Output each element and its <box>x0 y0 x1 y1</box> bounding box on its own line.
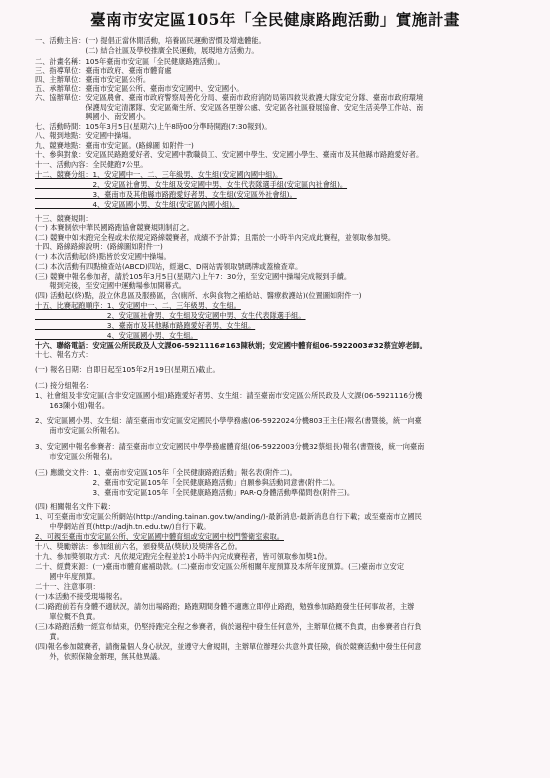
document-line: 中學網站首頁(http://adjh.tn.edu.tw/)自行下載。 <box>35 522 211 531</box>
document-line: 保護局安定清潔隊、安定區衛生所、安定區各里辦公處、安定區各社區發展協會、安定生活美學工作站、南 <box>35 103 424 112</box>
document-line: 十六、聯絡電話：安定區公所民政及人文課06-5921116#163陳秋娟；安定國中體育組06-5922003#32蔡宜婷老師。 <box>35 341 427 350</box>
document-line: 3、臺南市及其他縣市路跑愛好者男、女生組。 <box>35 321 256 330</box>
document-line: 163陳小姐)報名。 <box>35 401 110 410</box>
document-line: (二) 結合社區及學校推廣全民運動，展現地方活動力。 <box>35 46 259 55</box>
document-line: 十、參與對象：安定區民路跑愛好者、安定國中教職員工、安定國中學生、安定國小學生、臺南市及其他縣市路跑愛好者。 <box>35 150 424 159</box>
document-line: 2、安定區國小男、女生組：請至臺南市安定區安定國民小學學務處(06-5922024分機803王主任)報名(書暨後，統一向臺 <box>35 416 422 425</box>
document-line: (二) 本次活動有四點檢查站(ABCD)四站，經過C、D兩站需領取號碼牌或蓋檢查章。 <box>35 262 303 271</box>
document-line: 八、報到地點：安定國中操場。 <box>35 131 136 140</box>
document-line: 市安定區公所報名)。 <box>35 452 117 461</box>
document-line: 三、指導單位：臺南市政府、臺南市體育處 <box>35 66 172 75</box>
document-line: 十五、比賽起跑順序：1、安定國中一、二、三年級男、女生組。 <box>35 301 241 310</box>
document-line: 十三、競賽規則： <box>35 214 93 223</box>
document-line: 南市安定區公所報名)。 <box>35 426 125 435</box>
document-line: 責。 <box>35 632 64 641</box>
document-line: 2、臺南市安定區105年「全民健康路跑活動」自願參與活動同意書(附件二)。 <box>35 478 340 487</box>
document-line: 國中年度預算。 <box>35 572 100 581</box>
document-line: (一) 本次活動起(終)點皆於安定國中操場。 <box>35 252 171 261</box>
document-line: 十二、競賽分組：1、安定國中一、二、三年級男、女生組(安定國內國中組)。 <box>35 170 283 179</box>
document-line: (一) 報名日期：自即日起至105年2月19日(星期五)截止。 <box>35 365 220 374</box>
document-line: (一) 本賽制依中華民國路跑協會競賽規則制訂之。 <box>35 223 194 232</box>
document-line: (四) 相關報名文件下載： <box>35 502 115 511</box>
document-line: 七、活動時間：105年3月5日(星期六)上午8時00分準時開跑(7:30報到)。 <box>35 122 272 131</box>
document-line: 1、社會組及非安定區(含非安定區國小組)路跑愛好者男、女生組：請至臺南市安定區公所民政及人文課(06-5921116分機 <box>35 391 423 400</box>
document-line: (一)本活動不接受現場報名。 <box>35 592 127 601</box>
document-line: 二十一、注意事項： <box>35 582 100 591</box>
document-line: 六、協辦單位：安定區農會、臺南市政府警察局善化分局、臺南市政府消防局第四救災救護大隊安定分隊、臺南市政府環境 <box>35 93 424 102</box>
document-line: 十一、活動內容：全民健跑7公里。 <box>35 160 148 169</box>
document-line: 報到完後，至安定國中運動場參加開幕式。 <box>35 281 186 290</box>
document-line: (二) 競賽中如未跑完全程或未依規定路線競賽者，成績不予計算；且需於一小時半內完成此賽程，並領取參加獎。 <box>35 233 396 242</box>
document-line: 一、活動主旨：(一) 提倡正當休閒活動，培養區民運動習慣及增進體能。 <box>35 36 266 45</box>
document-line: 4、安定區國小男、女生組。 <box>35 331 198 340</box>
document-line: (三)本路跑活動一經宣布結束，仍堅持跑完全程之參賽者，倘於過程中發生任何意外，主辦單位概不負責，由參賽者自行負 <box>35 622 422 631</box>
document-title: 臺南市安定區105年「全民健康路跑活動」實施計畫 <box>90 10 460 29</box>
document-line: 3、安定國中報名參賽者：請至臺南市立安定國民中學學務處體育組(06-5922003分機32蔡組長)報名(書暨後，統一向臺南 <box>35 442 425 451</box>
document-line: (四) 活動起(終)點，設立休息區及服務區，含(廁所、水與食物之補給站、醫療救護站)(位置圖如附件一) <box>35 291 362 300</box>
document-line: 十四、路線路線說明：(路線圖如附件一) <box>35 242 163 251</box>
document-line: 九、競賽地點：臺南市安定區。(路線圖 如附件一) <box>35 141 194 150</box>
document-line: 2、安定區社會男、女生組及安定國中男、女生代表隊選手組。 <box>35 311 306 320</box>
document-line: 3、臺南市及其他縣市路跑愛好者男、女生組(安定區外社會組)。 <box>35 190 297 199</box>
document-line: 二、計畫名稱：105年臺南市安定區「全民健康路跑活動」。 <box>35 57 225 66</box>
document-line: (二)路跑前若有身體不適狀況，請勿出場路跑；路跑期間身體不適應立即停止路跑，勉強參加路跑發生任何事故者，主辦 <box>35 602 415 611</box>
document-line: 1、可至臺南市安定區公所網站(http://anding.tainan.gov.tw/anding/)-最新消息-最新消息自行下載；或至臺南市立國民 <box>35 512 422 521</box>
document-line: 4、安定區國小男、女生組(安定區內國小組)。 <box>35 200 240 209</box>
document-line: 二十、經費來源：(一)臺南市體育處補助款。(二)臺南市安定區公所相關年度預算及本所年度預算。(三)臺南市立安定 <box>35 562 405 571</box>
document-line: 十八、獎勵辦法：參加組前六名，頒發獎品(獎狀)及獎牌各乙份。 <box>35 542 242 551</box>
document-line: (三) 競賽中報名參加者，請於105年3月5日(星期六)上午7：30分，至安定國中操場完成報到手續。 <box>35 272 352 281</box>
document-line: 2、可親至臺南市安定區公所、安定區國中體育組或安定國中校門警衛室索取。 <box>35 532 284 541</box>
document-line: 十九、參加獎領取方式：凡依規定跑完全程並於1小時半內完成賽程者，皆可領取參加獎1份。 <box>35 552 332 561</box>
document-line: 外，依照保險金辦理，無其他異議。 <box>35 652 165 661</box>
document-line: 單位概不負責。 <box>35 612 100 621</box>
document-line: 3、臺南市安定區105年「全民健康路跑活動」PAR-Q身體活動準備問卷(附件三)。 <box>35 488 355 497</box>
document-line: (二) 接分組報名： <box>35 381 94 390</box>
document-line: 興國小、南安國小。 <box>35 112 151 121</box>
document-line: 五、承辦單位：臺南市安定區公所、臺南市安定國中、安定國小。 <box>35 84 244 93</box>
document-line: (四)報名參加競賽者，請衡量個人身心狀況，並遵守大會規則，主辦單位辦理公共意外責任險，倘於競賽活動中發生任何意 <box>35 642 422 651</box>
document-line: 四、主辦單位：臺南市安定區公所。 <box>35 75 151 84</box>
document-line: 十七、報名方式： <box>35 350 93 359</box>
document-line: 2、安定區社會男、女生組及安定國中男、女生代表隊選手組(安定區內社會組)。 <box>35 180 348 189</box>
document-line: (三) 應繳交文件：1、臺南市安定區105年「全民健康路跑活動」報名表(附件二)。 <box>35 468 297 477</box>
